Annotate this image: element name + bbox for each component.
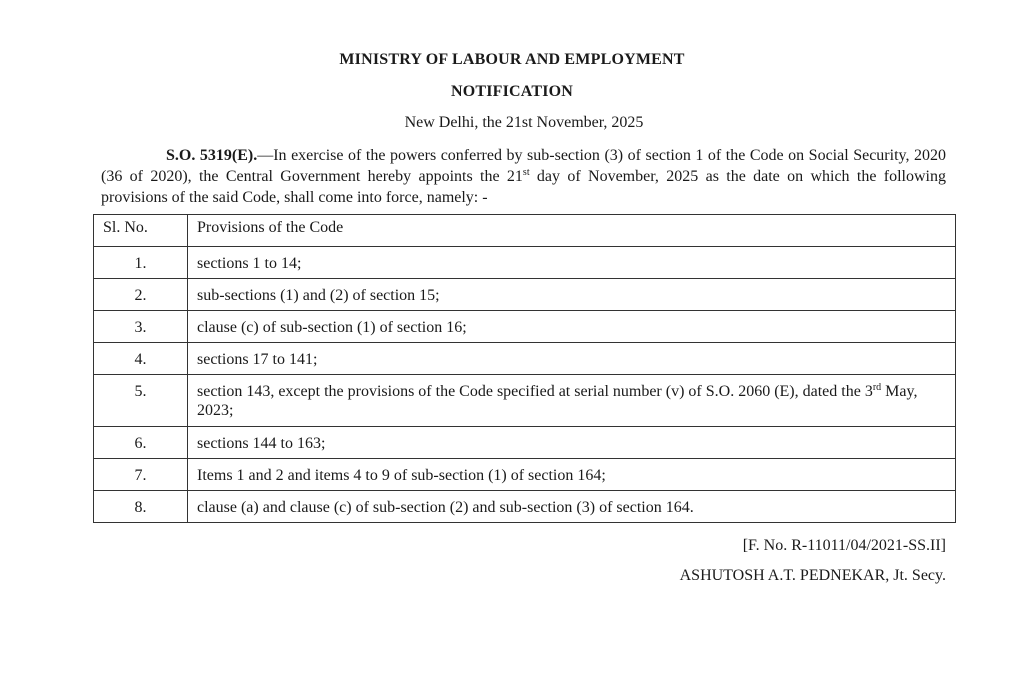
provision-cell: clause (c) of sub-section (1) of section 16; xyxy=(188,311,956,343)
notification-heading: NOTIFICATION xyxy=(450,83,574,100)
preamble-text-part2: day of November, 2025 as the date on which the following provisions of the said Code, shall come into force, namely: - xyxy=(101,168,946,206)
provision-cell xyxy=(188,375,956,427)
file-number: [F. No. R-11011/04/2021-SS.II] xyxy=(742,537,946,554)
serial-number-cell: 6. xyxy=(94,427,188,459)
table-row xyxy=(94,343,956,375)
provision-cell: sections 144 to 163; xyxy=(188,427,956,459)
serial-number-cell: 7. xyxy=(94,459,188,491)
serial-number-cell: 2. xyxy=(94,279,188,311)
provision-cell: Items 1 and 2 and items 4 to 9 of sub-section (1) of section 164; xyxy=(188,459,956,491)
serial-number-cell: 5. xyxy=(94,375,188,427)
serial-number-cell: 4. xyxy=(94,343,188,375)
preamble-text-part1: —In exercise of the powers conferred by sub-section (3) of section 1 of the Code on Social Security, 2020 (36 of 2020), the Central Government hereby appoints the 21 xyxy=(101,147,947,185)
table-row xyxy=(94,427,956,459)
signatory-line: ASHUTOSH A.T. PEDNEKAR, Jt. Secy. xyxy=(679,567,946,584)
table-row xyxy=(94,279,956,311)
serial-number-cell: 3. xyxy=(94,311,188,343)
table-row xyxy=(94,459,956,491)
serial-number-cell: 1. xyxy=(94,247,188,279)
provision-cell: sub-sections (1) and (2) of section 15; xyxy=(188,279,956,311)
dateline: New Delhi, the 21st November, 2025 xyxy=(404,114,644,131)
provision-cell: clause (a) and clause (c) of sub-section (2) and sub-section (3) of section 164. xyxy=(188,491,956,523)
serial-number-cell: 8. xyxy=(94,491,188,523)
table-row xyxy=(94,247,956,279)
table-row xyxy=(94,375,956,427)
provision-superscript: rd xyxy=(872,382,882,393)
ministry-heading: MINISTRY OF LABOUR AND EMPLOYMENT xyxy=(339,51,685,68)
table-row xyxy=(94,311,956,343)
provision-cell: sections 1 to 14; xyxy=(188,247,956,279)
table-row xyxy=(94,491,956,523)
provisions-table xyxy=(93,214,956,523)
column-header-provisions: Provisions of the Code xyxy=(188,215,956,247)
provision-text-b: May, 2023; xyxy=(197,383,918,419)
provision-cell: sections 17 to 141; xyxy=(188,343,956,375)
table-header-row xyxy=(94,215,956,247)
preamble-paragraph xyxy=(101,145,946,208)
provision-text-a: section 143, except the provisions of the Code specified at serial number (v) of S.O. 2060 (E), dated the 3 xyxy=(197,383,873,400)
preamble-superscript: st xyxy=(522,167,530,178)
column-header-sl-no: Sl. No. xyxy=(94,215,188,247)
so-number: S.O. 5319(E). xyxy=(166,147,258,164)
